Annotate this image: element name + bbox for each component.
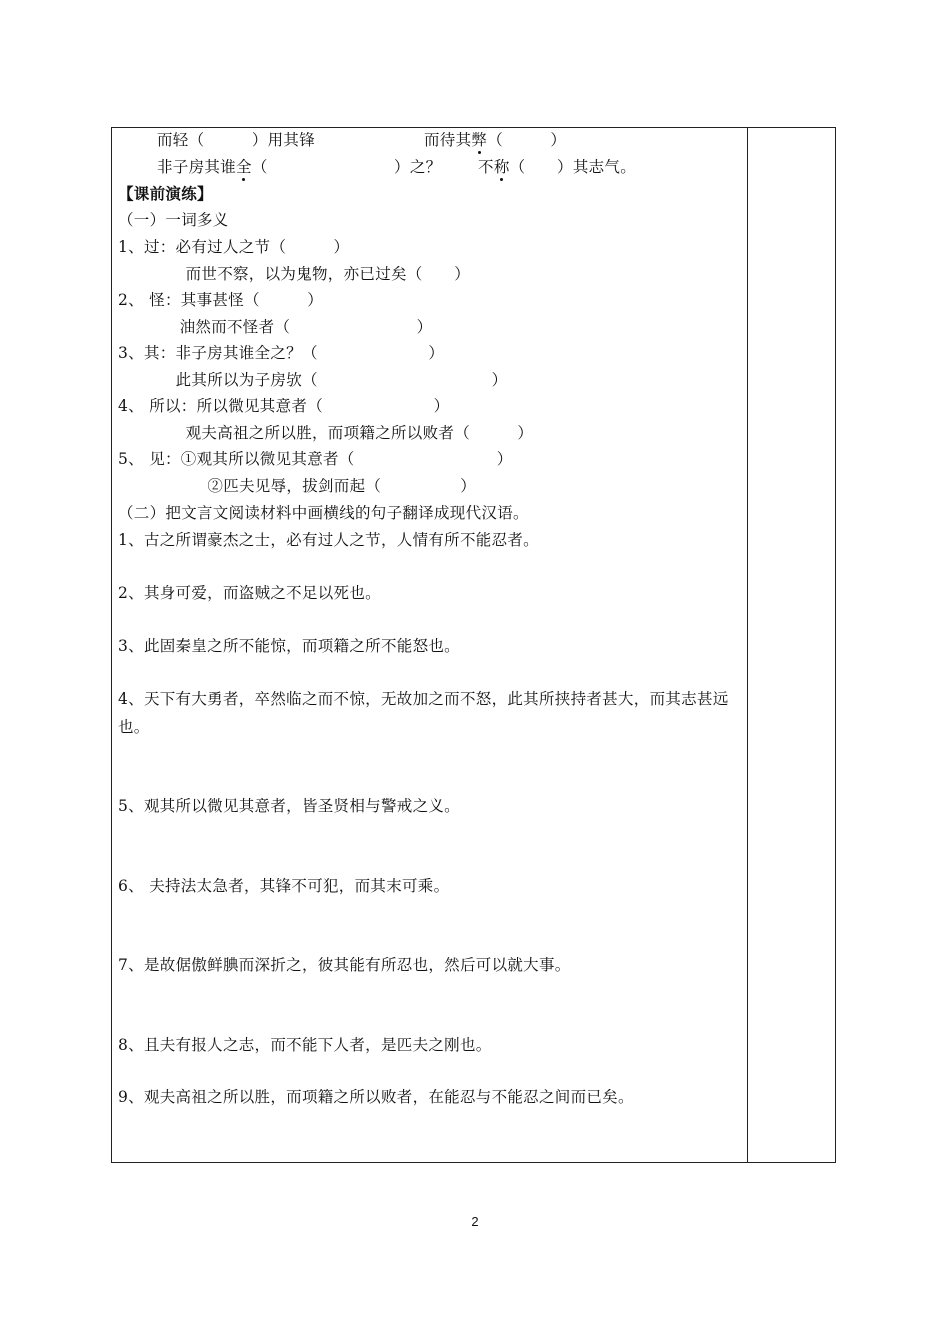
translation-item: 5、观其所以微见其意者，皆圣贤相与警戒之义。: [118, 797, 460, 815]
text: 而待其: [424, 131, 472, 149]
carryover-line-1a: [157, 129, 315, 151]
translation-item: 3、此固秦皇之所不能惊，而项籍之所不能怒也。: [118, 637, 460, 655]
translation-item: 4、天下有大勇者，卒然临之而不惊，无故加之而不怒，此其所挟持者甚大，而其志甚远也。: [118, 690, 729, 736]
part1-heading: （一）一词多义: [118, 211, 229, 229]
practice-heading: 【课前演练】: [118, 184, 213, 203]
carryover-line-2a: [157, 156, 441, 178]
carryover-line-1b: [424, 129, 566, 151]
text: 而轻（: [157, 131, 205, 149]
polysemy-item: ②匹夫见辱，拔剑而起（ ）: [160, 477, 477, 495]
polysemy-item: 此其所以为子房欤（ ）: [144, 371, 508, 389]
carryover-line-2b: [478, 156, 636, 178]
polysemy-item: 5、 见：①观其所以微见其意者（ ）: [118, 450, 513, 468]
page-number: 2: [471, 1214, 479, 1229]
text: 不: [478, 158, 494, 176]
dotted-char: 弊: [471, 131, 488, 149]
translation-item: 1、古之所谓豪杰之士，必有过人之节，人情有所不能忍者。: [118, 531, 539, 549]
exercise-table: [111, 127, 836, 1163]
translation-item: 6、 夫持法太急者，其锋不可犯，而其末可乘。: [118, 877, 450, 895]
column-divider: [747, 128, 748, 1162]
polysemy-item: 而世不察，以为鬼物，亦已过矣（ ）: [154, 265, 471, 283]
polysemy-item: 3、其：非子房其谁全之？（ ）: [118, 344, 445, 362]
blank: [204, 131, 251, 149]
text: （ ）其志气。: [509, 158, 637, 176]
translation-item: 7、是故倨傲鲜腆而深折之，彼其能有所忍也，然后可以就大事。: [118, 956, 571, 974]
part2-heading: （二）把文言文阅读材料中画横线的句子翻译成现代汉语。: [118, 504, 529, 522]
polysemy-item: 4、 所以：所以微见其意者（ ）: [118, 397, 450, 415]
dotted-char: 全: [236, 158, 252, 176]
translation-item: 2、其身可爱，而盗贼之不足以死也。: [118, 584, 381, 602]
text: （ ）之？: [251, 158, 442, 176]
polysemy-item: 观夫高祖之所以胜，而项籍之所以败者（ ）: [154, 424, 534, 442]
text: （ ）: [487, 131, 567, 149]
text: ）用其锋: [251, 131, 316, 149]
translation-item: 9、观夫高祖之所以胜，而项籍之所以败者，在能忍与不能忍之间而已矣。: [118, 1088, 634, 1106]
text: 非子房其谁: [157, 158, 237, 176]
polysemy-item: 2、 怪：其事甚怪（ ）: [118, 291, 323, 309]
polysemy-item: 油然而不怪者（ ）: [148, 318, 433, 336]
dotted-char: 称: [493, 158, 510, 176]
translation-item: 8、且夫有报人之志，而不能下人者，是匹夫之刚也。: [118, 1036, 492, 1054]
polysemy-item: 1、过：必有过人之节（ ）: [118, 238, 350, 256]
